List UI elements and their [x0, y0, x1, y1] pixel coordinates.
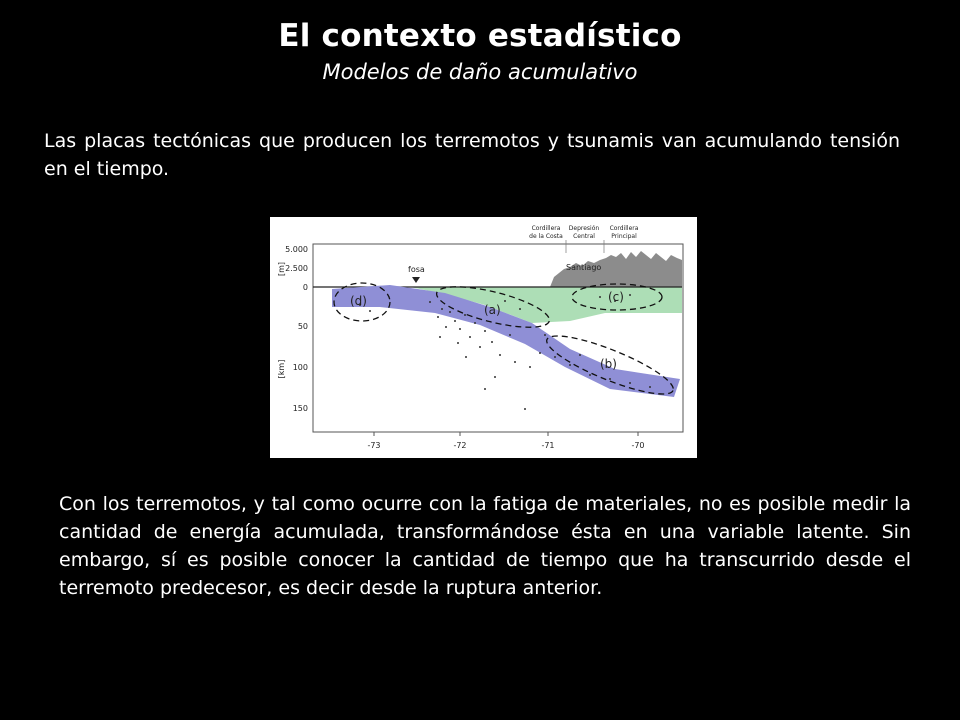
slide-subtitle: Modelos de daño acumulativo [322, 60, 638, 84]
trench-marker-icon [412, 277, 420, 283]
cross-section-diagram [270, 217, 697, 458]
zone-label-a: (a) [484, 303, 501, 317]
depth-unit-label: [km] [277, 359, 286, 379]
zone-label-b: (b) [600, 357, 617, 371]
elevation-tick-label: 5.000 [285, 245, 308, 254]
longitude-tick-label: -71 [541, 441, 555, 450]
trench-label: fosa [408, 265, 425, 274]
region-1-line1: Cordillera [531, 225, 561, 232]
city-label: Santiago [566, 263, 602, 272]
elevation-unit-label: [m] [277, 261, 286, 277]
zone-label-d: (d) [350, 294, 367, 308]
longitude-tick-label: -73 [367, 441, 381, 450]
region-2-line1: Depresión [568, 225, 600, 232]
elevation-tick-label: 2.500 [285, 264, 308, 273]
region-3-line1: Cordillera [609, 225, 639, 232]
depth-tick-label: 50 [297, 322, 308, 331]
longitude-tick-label: -72 [453, 441, 467, 450]
depth-tick-label: 100 [292, 363, 308, 372]
depth-tick-label: 150 [292, 404, 308, 413]
slide-title: El contexto estadístico [278, 18, 682, 54]
longitude-tick-label: -70 [631, 441, 645, 450]
longitude-ticks [374, 432, 638, 436]
elevation-tick-label: 0 [302, 283, 308, 292]
region-2-line2: Central [573, 233, 595, 240]
region-1-line2: de la Costa [529, 233, 563, 240]
explanation-paragraph: Con los terremotos, y tal como ocurre con la fatiga de materiales, no es posible medir la cantidad de energía acumulada, transformándose ésta en una variable latente. Sin embargo, sí es posible conocer la cantidad de tiempo que ha transcurrido desde el terremoto predecesor, es decir desde la ruptura anterior. [59, 493, 911, 599]
region-3-line2: Principal [611, 233, 637, 240]
subduction-cross-section-figure [270, 217, 697, 458]
intro-paragraph: Las placas tectónicas que producen los terremotos y tsunamis van acumulando tensión en el tiempo. [44, 130, 900, 180]
zone-label-c: (c) [608, 290, 624, 304]
